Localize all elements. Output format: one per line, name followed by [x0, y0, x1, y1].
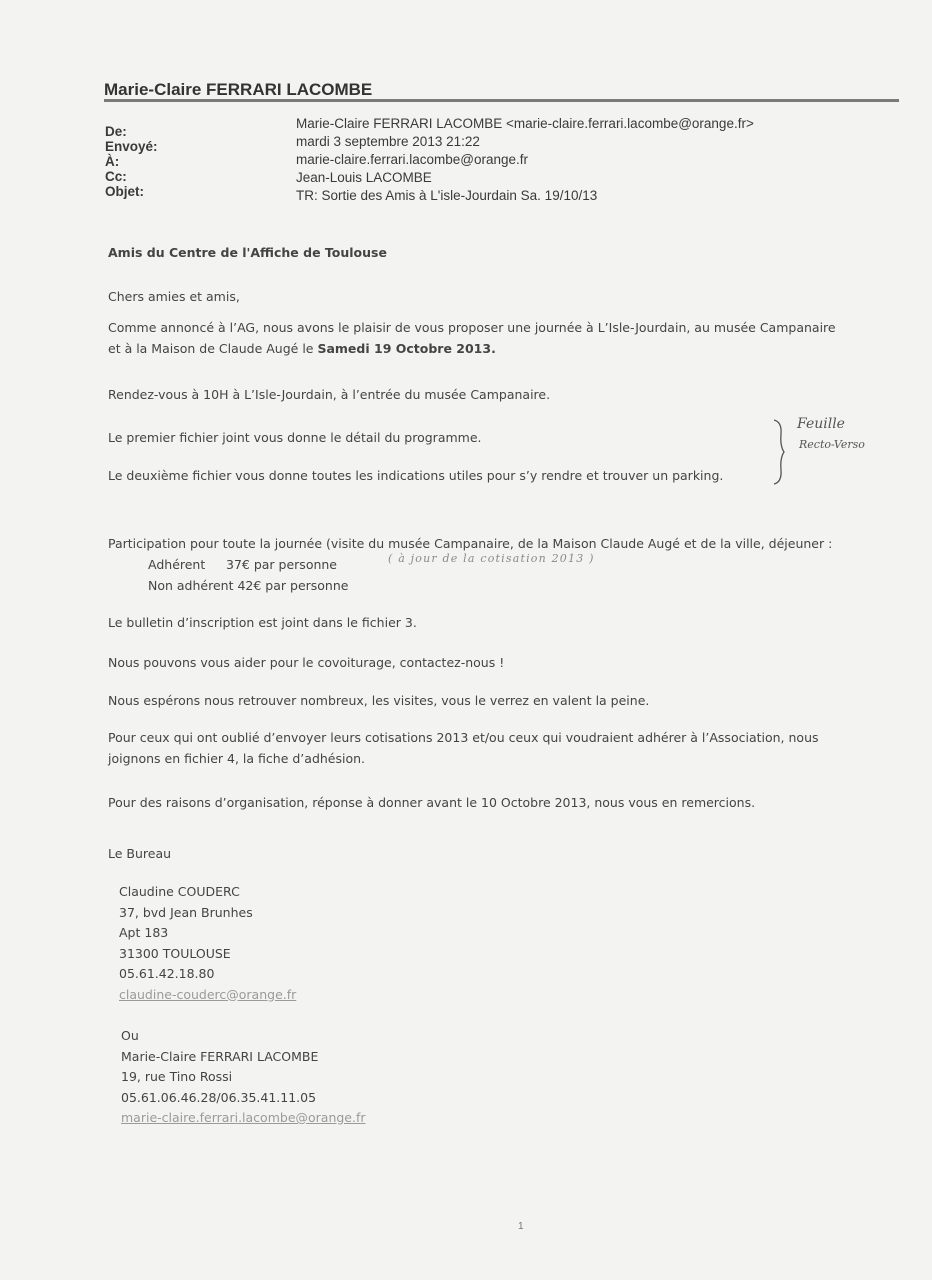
sent-value: mardi 3 septembre 2013 21:22 — [296, 134, 480, 149]
nonmember-label: Non adhérent — [148, 578, 234, 593]
contact-name: Claudine COUDERC — [119, 884, 240, 899]
contact-phone: 05.61.42.18.80 — [119, 966, 215, 981]
file1-info: Le premier fichier joint vous donne le détail du programme. — [108, 430, 482, 445]
intro-line-1: Comme annoncé à l’AG, nous avons le plaisir de vous proposer une journée à L’Isle-Jourdain, au musée Campanaire — [108, 320, 836, 335]
page-number: 1 — [518, 1221, 524, 1232]
event-date: Samedi 19 Octobre 2013. — [317, 341, 496, 356]
contact-address-line-1: 19, rue Tino Rossi — [121, 1069, 233, 1084]
intro-line-2 — [108, 338, 908, 359]
deadline-info: Pour des raisons d’organisation, réponse à donner avant le 10 Octobre 2013, nous vous en remercions. — [108, 795, 756, 810]
contact-address-line-1: 37, bvd Jean Brunhes — [119, 904, 253, 920]
handwritten-sheet-note-1: Feuille — [797, 416, 845, 432]
email-header-values — [296, 115, 754, 205]
member-price: 37€ par personne — [226, 557, 337, 572]
contact-email-link[interactable]: marie-claire.ferrari.lacombe@orange.fr — [121, 1110, 366, 1125]
contact-email-link[interactable]: claudine-couderc@orange.fr — [119, 986, 297, 1002]
participation-line: Participation pour toute la journée (visite du musée Campanaire, de la Maison Claude Augé et de la ville, déjeuner : — [108, 536, 833, 551]
dues-paragraph — [108, 727, 908, 769]
intro-line-2-text: et à la Maison de Claude Augé le — [108, 341, 318, 356]
handwritten-dues-note: ( à jour de la cotisation 2013 ) — [388, 552, 595, 565]
dues-line-2: joignons en fichier 4, la fiche d’adhésion. — [108, 751, 366, 766]
greeting: Chers amies et amis, — [108, 289, 240, 304]
cc-label: Cc: — [105, 169, 127, 184]
brace-mark — [772, 418, 786, 491]
cc-value: Jean-Louis LACOMBE — [296, 170, 432, 185]
hope-line: Nous espérons nous retrouver nombreux, les visites, vous le verrez en valent la peine. — [108, 693, 650, 708]
to-value: marie-claire.ferrari.lacombe@orange.fr — [296, 152, 529, 167]
intro-paragraph — [108, 317, 908, 359]
from-value: Marie-Claire FERRARI LACOMBE <marie-claire.ferrari.lacombe@orange.fr> — [296, 116, 754, 131]
contact-address-line-2: Apt 183 — [119, 925, 169, 940]
header-divider — [104, 99, 899, 102]
subject-value: TR: Sortie des Amis à L'isle-Jourdain Sa. 19/10/13 — [296, 188, 598, 203]
from-label: De: — [105, 124, 127, 139]
meeting-point: Rendez-vous à 10H à L’Isle-Jourdain, à l’entrée du musée Campanaire. — [108, 387, 551, 402]
nonmember-price: 42€ par personne — [237, 578, 349, 593]
sent-label: Envoyé: — [105, 139, 158, 154]
sender-name-heading: Marie-Claire FERRARI LACOMBE — [104, 80, 373, 99]
member-label: Adhérent — [148, 557, 206, 572]
primary-contact — [119, 882, 919, 1005]
email-header-labels — [105, 124, 158, 199]
contact-city: 31300 TOULOUSE — [119, 945, 231, 961]
file2-info: Le deuxième fichier vous donne toutes les indications utiles pour s’y rendre et trouver un parking. — [108, 468, 724, 483]
signoff: Le Bureau — [108, 846, 172, 861]
bulletin-info: Le bulletin d’inscription est joint dans le fichier 3. — [108, 615, 417, 630]
or-label: Ou — [121, 1028, 139, 1043]
secondary-contact — [121, 1026, 921, 1129]
subject-label: Objet: — [105, 184, 144, 199]
brace-icon — [772, 418, 786, 486]
handwritten-sheet-note-2: Recto-Verso — [799, 438, 865, 451]
contact-phone: 05.61.06.46.28/06.35.41.11.05 — [121, 1089, 317, 1105]
dues-line-1: Pour ceux qui ont oublié d’envoyer leurs cotisations 2013 et/ou ceux qui voudraient adhérer à l’Association, nous — [108, 730, 819, 745]
organization-title: Amis du Centre de l'Affiche de Toulouse — [108, 245, 387, 260]
nonmember-price-row — [108, 575, 908, 596]
to-label: À: — [105, 154, 120, 169]
contact-name: Marie-Claire FERRARI LACOMBE — [121, 1048, 319, 1064]
carpool-info: Nous pouvons vous aider pour le covoiturage, contactez-nous ! — [108, 655, 505, 670]
